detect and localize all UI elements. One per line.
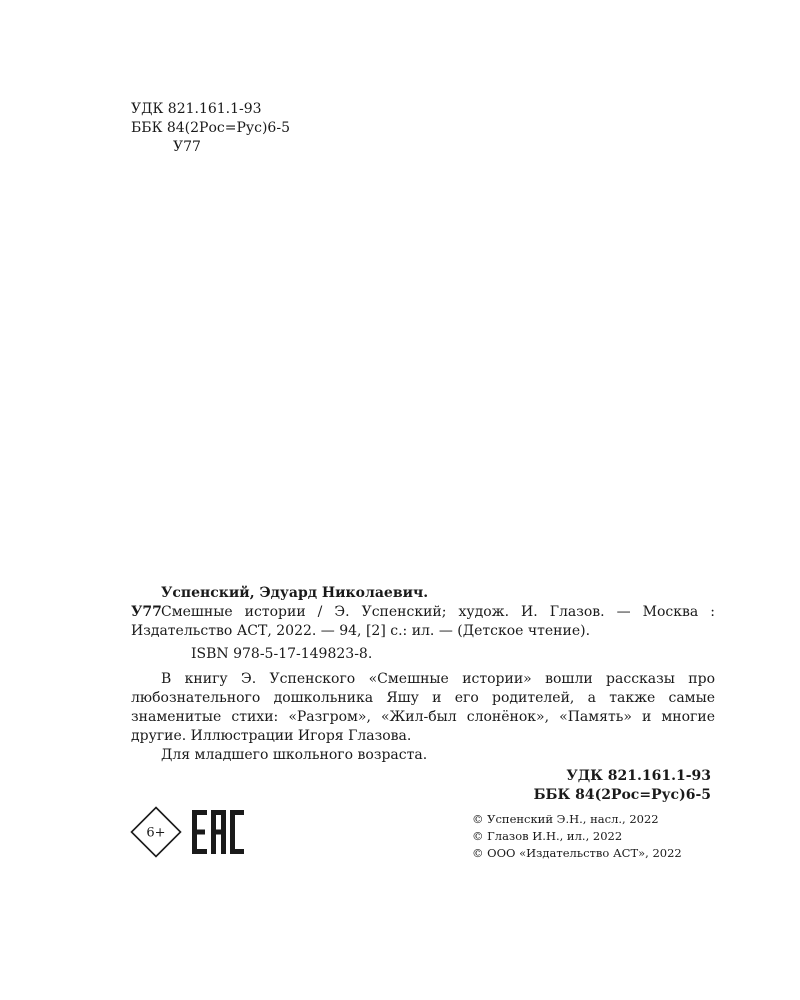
title-line: Смешные истории / Э. Успенский; худож. И. Глазов. — Москва : <box>161 604 715 620</box>
age-rating-icon <box>130 806 182 858</box>
author-mark: У77 <box>173 139 201 155</box>
copyright-line: © ООО «Издательство АСТ», 2022 <box>472 846 682 860</box>
copyright-line: © Глазов И.Н., ил., 2022 <box>472 829 623 843</box>
eac-mark-icon <box>192 810 244 854</box>
copyright-line: © Успенский Э.Н., насл., 2022 <box>472 812 659 826</box>
top-classification-codes <box>131 100 290 157</box>
copyright-block <box>472 811 682 862</box>
age-rating-label: 6+ <box>146 825 166 841</box>
bottom-classification-codes <box>131 767 715 805</box>
udk-code: УДК 821.161.1-93 <box>131 101 262 117</box>
publisher-line: Издательство АСТ, 2022. — 94, [2] с.: ил. — (Детское чтение). <box>131 623 591 639</box>
bbk-code: ББК 84(2Рос=Рус)6-5 <box>131 120 290 136</box>
isbn: ISBN 978-5-17-149823-8. <box>191 646 373 662</box>
annotation-text: В книгу Э. Успенского «Смешные истории» вошли рассказы про любознательного дошкольника Яшу и его родителей, а также самые знаменитые стихи: «Разгром», «Жил-был слонёнок», «Память» и многие другие. Иллюстрации Игоря Глазова. <box>131 671 715 744</box>
title-entry <box>131 603 715 622</box>
audience-note: Для младшего школьного возраста. <box>161 747 428 763</box>
bottom-bbk-code: ББК 84(2Рос=Рус)6-5 <box>533 787 711 803</box>
author-name: Успенский, Эдуард Николаевич. <box>161 585 429 601</box>
bottom-udk-code: УДК 821.161.1-93 <box>566 768 711 784</box>
entry-author-mark: У77 <box>131 604 162 620</box>
annotation <box>131 670 715 765</box>
bibliographic-record <box>131 584 715 805</box>
